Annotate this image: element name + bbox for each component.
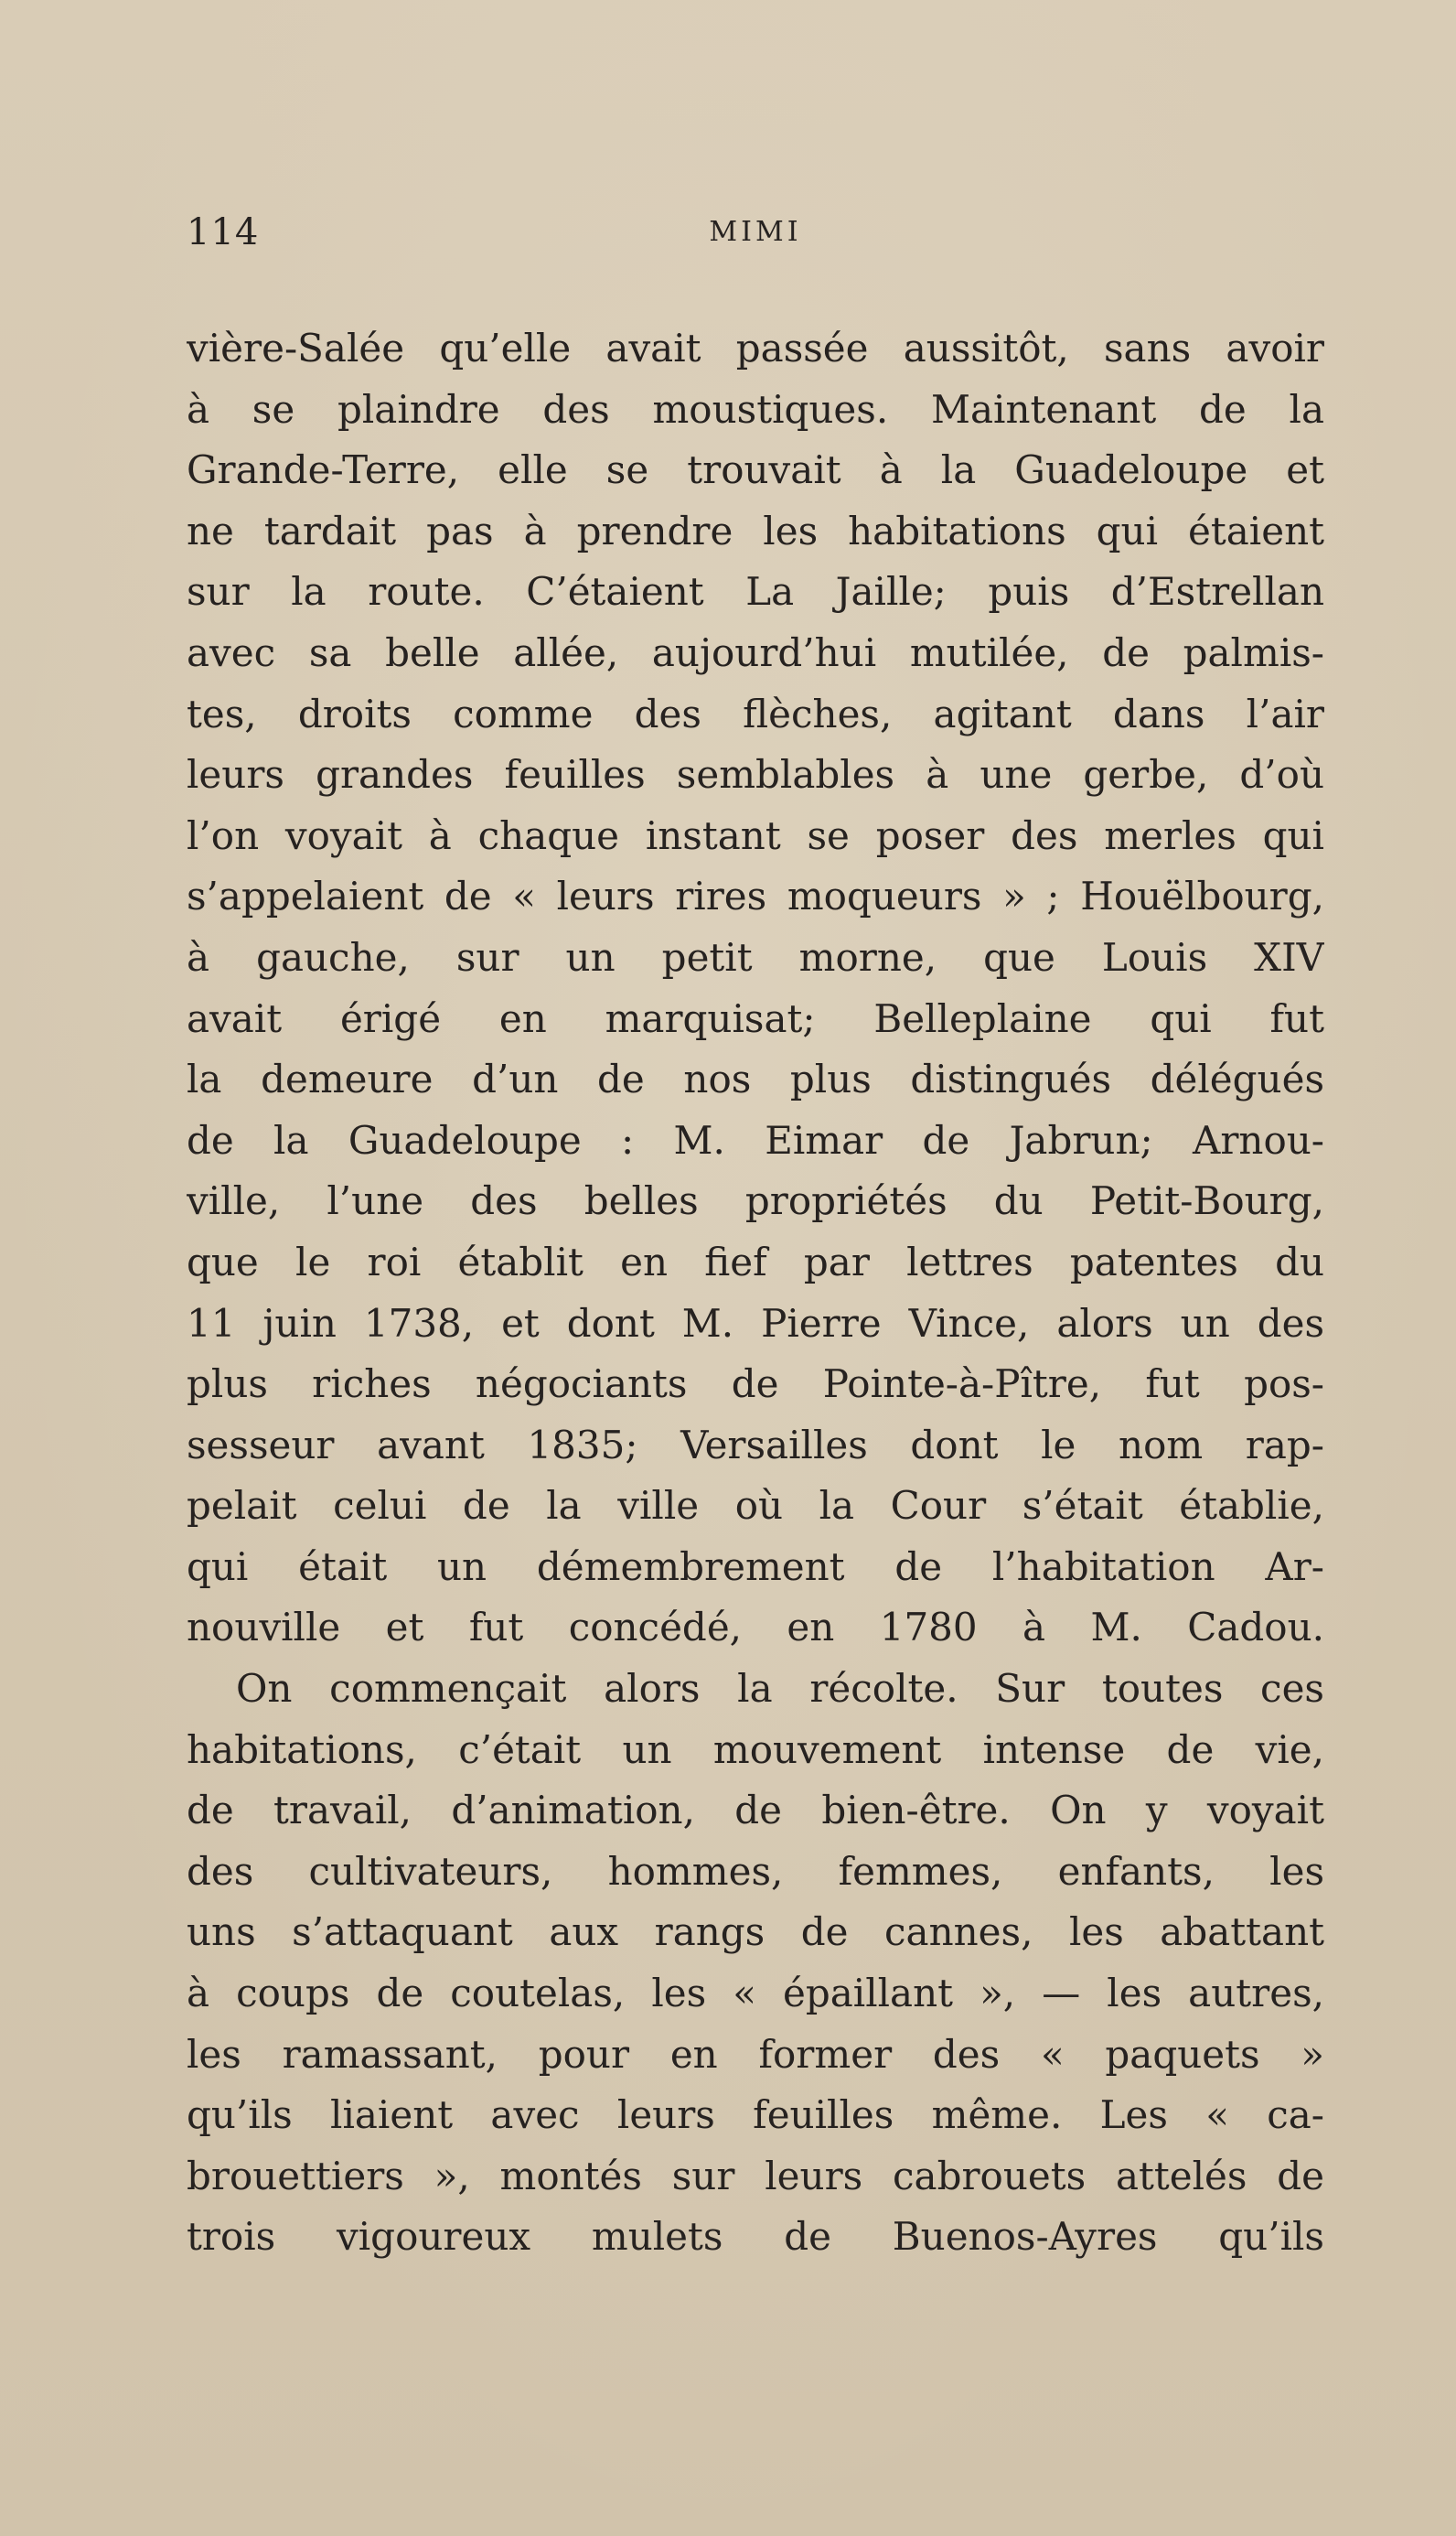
text-line: les ramassant, pour en former des « paquets » bbox=[187, 2031, 1324, 2077]
text-line: sesseur avant 1835; Versailles dont le nom rap- bbox=[187, 1422, 1324, 1467]
text-line: ne tardait pas à prendre les habitations qui étaient bbox=[187, 508, 1324, 553]
text-line: ville, l’une des belles propriétés du Petit-Bourg, bbox=[187, 1178, 1324, 1224]
running-title: MIMI bbox=[709, 216, 802, 248]
text-line: à gauche, sur un petit morne, que Louis XIV bbox=[187, 934, 1324, 980]
text-line: qui était un démembrement de l’habitation Ar- bbox=[187, 1543, 1324, 1589]
text-line: de travail, d’animation, de bien-être. On y voyait bbox=[187, 1788, 1324, 1833]
text-line: qu’ils liaient avec leurs feuilles même. Les « ca- bbox=[187, 2092, 1324, 2138]
text-line: brouettiers », montés sur leurs cabrouets attelés de bbox=[187, 2153, 1324, 2198]
text-line: tes, droits comme des flèches, agitant dans l’air bbox=[187, 691, 1324, 736]
text-line: 11 juin 1738, et dont M. Pierre Vince, alors un des bbox=[187, 1300, 1324, 1346]
page-number: 114 bbox=[187, 211, 260, 253]
text-line: la demeure d’un de nos plus distingués délégués bbox=[187, 1057, 1324, 1102]
text-line: trois vigoureux mulets de Buenos-Ayres qu’ils bbox=[187, 2214, 1324, 2260]
text-line: Grande-Terre, elle se trouvait à la Guadeloupe et bbox=[187, 447, 1324, 493]
text-line: à coups de coutelas, les « épaillant », — les autres, bbox=[187, 1971, 1324, 2016]
body-text bbox=[187, 318, 1324, 2268]
text-line: s’appelaient de « leurs rires moqueurs » ; Houëlbourg, bbox=[187, 874, 1324, 919]
text-line: de la Guadeloupe : M. Eimar de Jabrun; Arnou- bbox=[187, 1117, 1324, 1163]
text-line: sur la route. C’étaient La Jaille; puis d’Estrellan bbox=[187, 569, 1324, 615]
text-line: que le roi établit en fief par lettres patentes du bbox=[187, 1239, 1324, 1284]
text-line: avec sa belle allée, aujourd’hui mutilée, de palmis- bbox=[187, 629, 1324, 675]
text-line: uns s’attaquant aux rangs de cannes, les abattant bbox=[187, 1909, 1324, 1955]
text-line: plus riches négociants de Pointe-à-Pître, fut pos- bbox=[187, 1361, 1324, 1407]
text-line: des cultivateurs, hommes, femmes, enfants, les bbox=[187, 1848, 1324, 1894]
text-line: habitations, c’était un mouvement intense de vie, bbox=[187, 1726, 1324, 1772]
paragraph-end-line: nouville et fut concédé, en 1780 à M. Cadou. bbox=[187, 1605, 1324, 1650]
text-line: à se plaindre des moustiques. Maintenant de la bbox=[187, 386, 1324, 432]
running-head bbox=[187, 207, 1324, 262]
text-line: avait érigé en marquisat; Belleplaine qui fut bbox=[187, 995, 1324, 1041]
text-line: vière-Salée qu’elle avait passée aussitôt, sans avoir bbox=[187, 326, 1324, 371]
text-line: pelait celui de la ville où la Cour s’était établie, bbox=[187, 1483, 1324, 1529]
text-line: leurs grandes feuilles semblables à une gerbe, d’où bbox=[187, 752, 1324, 798]
paragraph-start-line: On commençait alors la récolte. Sur toutes ces bbox=[236, 1666, 1324, 1712]
text-line: l’on voyait à chaque instant se poser des merles qui bbox=[187, 812, 1324, 858]
